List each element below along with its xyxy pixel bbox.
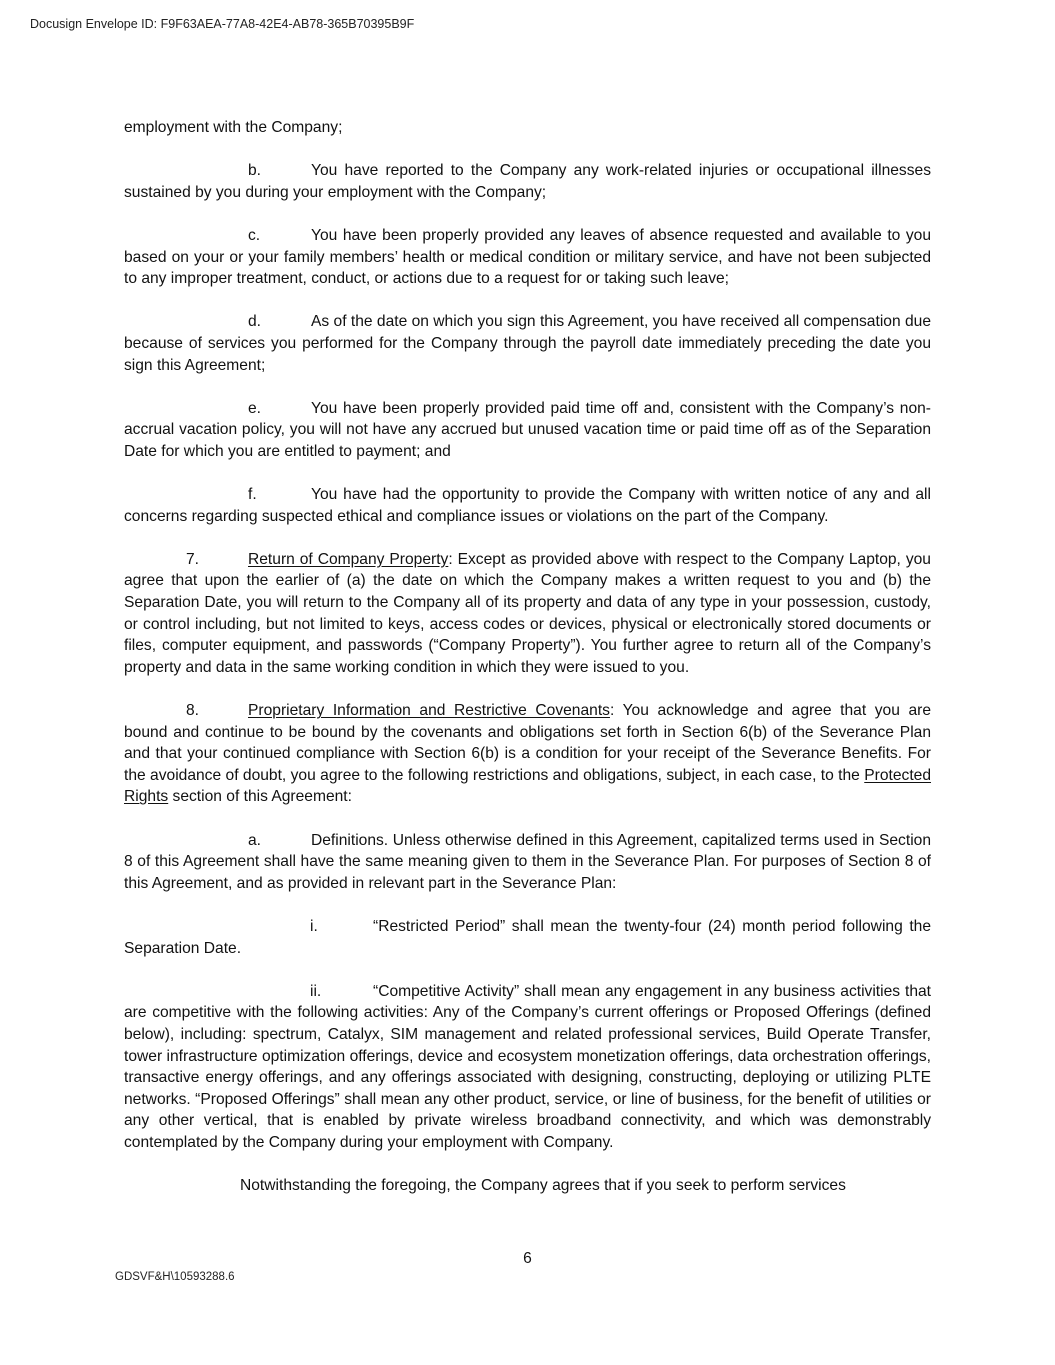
item-label: i. [310, 917, 318, 935]
item-text: You have been properly provided paid time off and, consistent with the Company’s non-accrual vacation policy, you will not have any accrued but unused vacation time or paid time off as of the Separation Date for which you are entitled to payment; and [124, 399, 931, 460]
section-number: 8. [186, 702, 200, 720]
section-7 [124, 549, 931, 679]
paragraph-e [124, 398, 931, 463]
section-8 [124, 700, 931, 808]
page-number: 6 [523, 1250, 532, 1267]
item-label: d. [248, 313, 262, 331]
item-text: “Competitive Activity” shall mean any engagement in any business activities that are competitive with the following activities: Any of the Company’s current offerings or Proposed Offerings (defined below), including: spectrum, Catalyx, SIM management and related professional services, Build Operate Transfer, tower infrastructure optimization offerings, device and ecosystem monetization offerings, data orchestration offerings, transactive energy offerings, and any offerings associated with designing, constructing, deploying or utilizing PLTE networks. “Proposed Offerings” shall mean any other product, service, or line of business, for the benefit of utilities or any other vertical, that is enabled by private wireless broadband connectivity, and which was demonstrably contemplated by the Company during your employment with Company. [124, 982, 931, 1151]
protected-rights-reference: Protected Rights [124, 766, 931, 806]
paragraph-f [124, 484, 931, 527]
item-label: f. [248, 486, 257, 504]
paragraph-d [124, 311, 931, 376]
item-label: ii. [310, 982, 322, 1000]
section-number: 7. [186, 550, 200, 568]
item-text: As of the date on which you sign this Agreement, you have received all compensation due because of services you performed for the Company through the payroll date immediately preceding the date you sign this Agreement; [124, 313, 931, 374]
section-text: : Except as provided above with respect to the Company Laptop, you agree that upon the earlier of (a) the date on which the Company makes a written request to you and (b) the Separation Date, you will return to the Company all of its property and data of any type in your possession, custody, or control including, but not limited to keys, access codes or devices, physical or electronically stored documents or files, computer equipment, and passwords (“Company Property”). You further agree to return all of the Company’s property and data in the same working condition in which they were issued to you. [124, 550, 931, 676]
section-text-end: section of this Agreement: [168, 788, 352, 806]
paragraph-a [124, 830, 931, 895]
item-label: b. [248, 162, 262, 180]
paragraph-notwithstanding: Notwithstanding the foregoing, the Company agrees that if you seek to perform services [240, 1177, 846, 1195]
paragraph-ii [124, 981, 931, 1154]
envelope-id: Docusign Envelope ID: F9F63AEA-77A8-42E4-AB78-365B70395B9F [30, 17, 415, 31]
item-text: Definitions. Unless otherwise defined in this Agreement, capitalized terms used in Section 8 of this Agreement shall have the same meaning given to them in the Severance Plan. For purposes of Section 8 of this Agreement, and as provided in relevant part in the Severance Plan: [124, 831, 931, 892]
item-text: You have had the opportunity to provide the Company with written notice of any and all concerns regarding suspected ethical and compliance issues or violations on the part of the Company. [124, 486, 931, 525]
item-label: c. [248, 226, 261, 244]
paragraph-b [124, 160, 931, 203]
section-text: : You acknowledge and agree that you are bound and continue to be bound by the covenants and obligations set forth in Section 6(b) of the Severance Plan and that your continued compliance with Section 6(b) is a condition for your receipt of the Severance Benefits. For the avoidance of doubt, you agree to the following restrictions and obligations, subject, in each case, to the [124, 702, 932, 784]
section-heading: Return of Company Property [248, 550, 449, 568]
item-label: a. [248, 831, 262, 849]
item-text: You have reported to the Company any work-related injuries or occupational illnesses sustained by you during your employment with the Company; [124, 162, 931, 201]
paragraph-intro: employment with the Company; [124, 119, 343, 136]
footer-doc-id: GDSVF&H\10593288.6 [115, 1271, 235, 1283]
item-label: e. [248, 399, 262, 417]
paragraph-i [124, 916, 931, 959]
paragraph-c [124, 225, 931, 290]
section-heading: Proprietary Information and Restrictive Covenants [248, 702, 610, 720]
item-text: You have been properly provided any leaves of absence requested and available to you based on your or your family members’ health or medical condition or military service, and have not been subjected to any improper treatment, conduct, or actions due to a request for or taking such leave; [124, 226, 931, 288]
item-text: “Restricted Period” shall mean the twenty-four (24) month period following the Separation Date. [124, 917, 931, 957]
document-body [124, 117, 931, 1218]
